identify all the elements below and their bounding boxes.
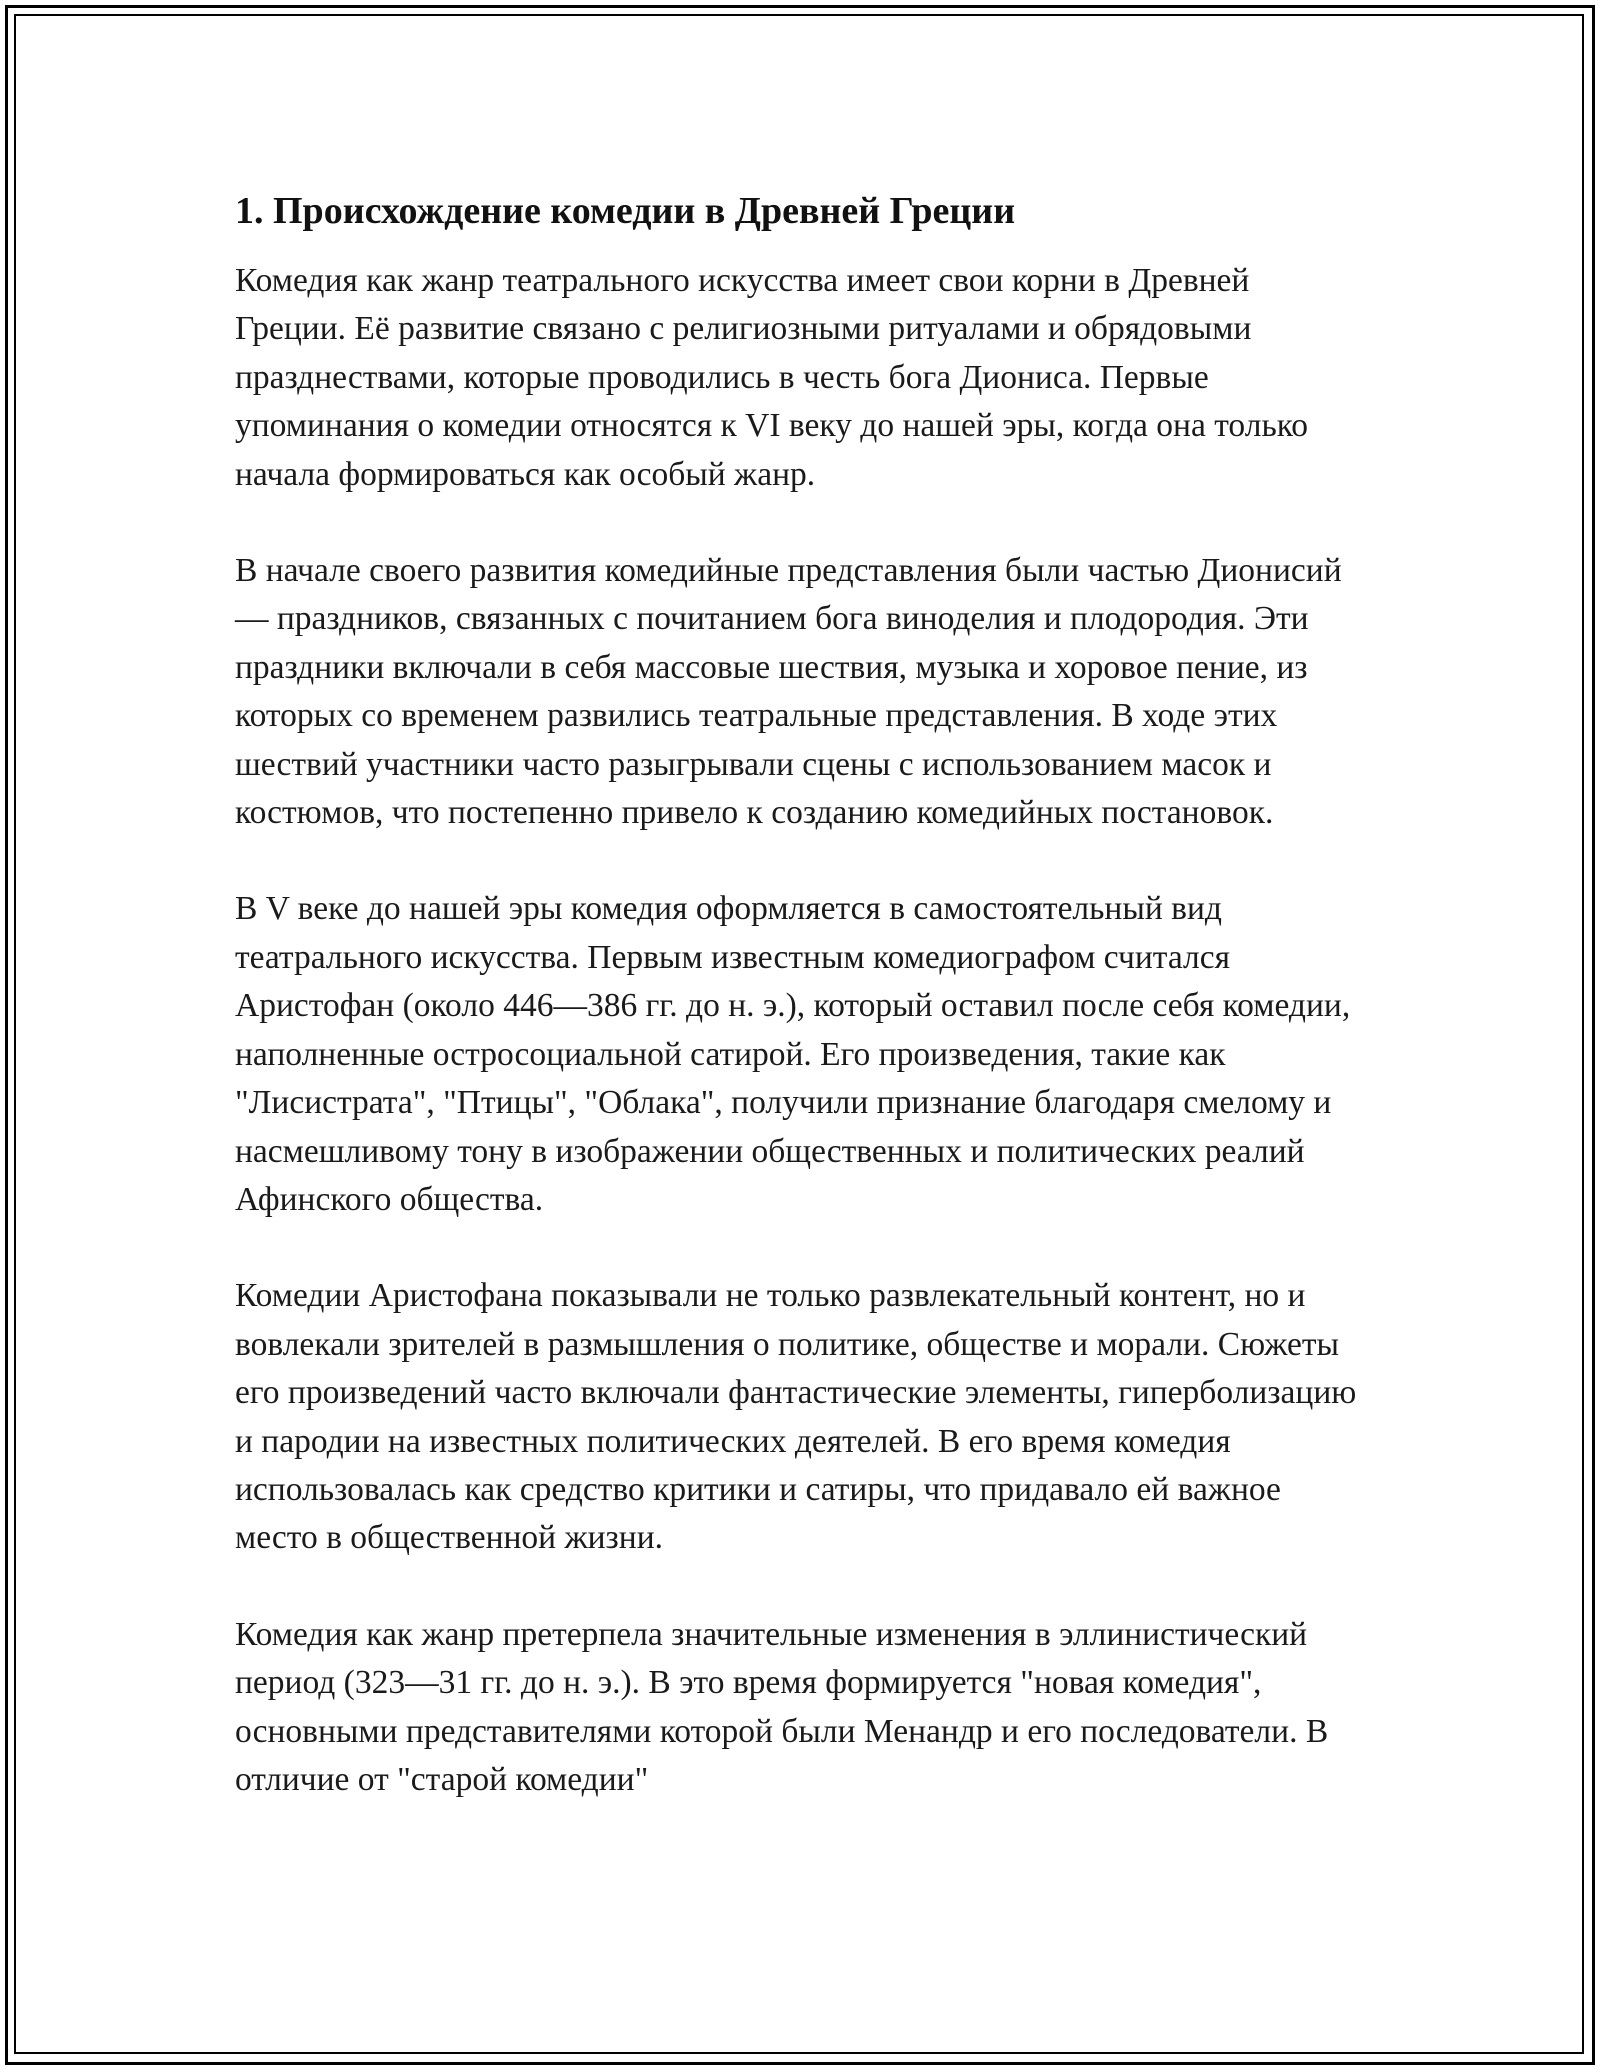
document-body <box>235 185 1365 1804</box>
paragraph-3: В V веке до нашей эры комедия оформляется в самостоятельный вид театрального искусства. Первым известным комедиографом считался Аристофан (около 446—386 гг. до н. э.), который оставил после себя комедии, наполненные остросоциальной сатирой. Его произведения, такие как "Лисистрата", "Птицы", "Облака", получили признание благодаря смелому и насмешливому тону в изображении общественных и политических реалий Афинского общества. <box>235 890 1351 1218</box>
paragraph-2: В начале своего развития комедийные представления были частью Дионисий — праздников, связанных с почитанием бога виноделия и плодородия. Эти праздники включали в себя массовые шествия, музыка и хоровое пение, из которых со временем развились театральные представления. В ходе этих шествий участники часто разыгрывали сцены с использованием масок и костюмов, что постепенно привело к созданию комедийных постановок. <box>235 552 1342 832</box>
paragraph-5: Комедия как жанр претерпела значительные изменения в эллинистический период (323—31 гг. до н. э.). В это время формируется "новая комедия", основными представителями которой были Менандр и его последователи. В отличие от "старой комедии" <box>235 1615 1329 1798</box>
section-heading: 1. Происхождение комедии в Древней Греции <box>235 190 1016 232</box>
paragraph-4: Комедии Аристофана показывали не только развлекательный контент, но и вовлекали зрителей в размышления о политике, обществе и морали. Сюжеты его произведений часто включали фантастические элементы, гиперболизацию и пародии на известных политических деятелей. В его время комедия использовалась как средство критики и сатиры, что придавало ей важное место в общественной жизни. <box>235 1277 1357 1557</box>
paragraph-1: Комедия как жанр театрального искусства имеет свои корни в Древней Греции. Её развитие связано с религиозными ритуалами и обрядовыми празднествами, которые проводились в честь бога Диониса. Первые упоминания о комедии относятся к VI веку до нашей эры, когда она только начала формироваться как особый жанр. <box>235 262 1309 493</box>
